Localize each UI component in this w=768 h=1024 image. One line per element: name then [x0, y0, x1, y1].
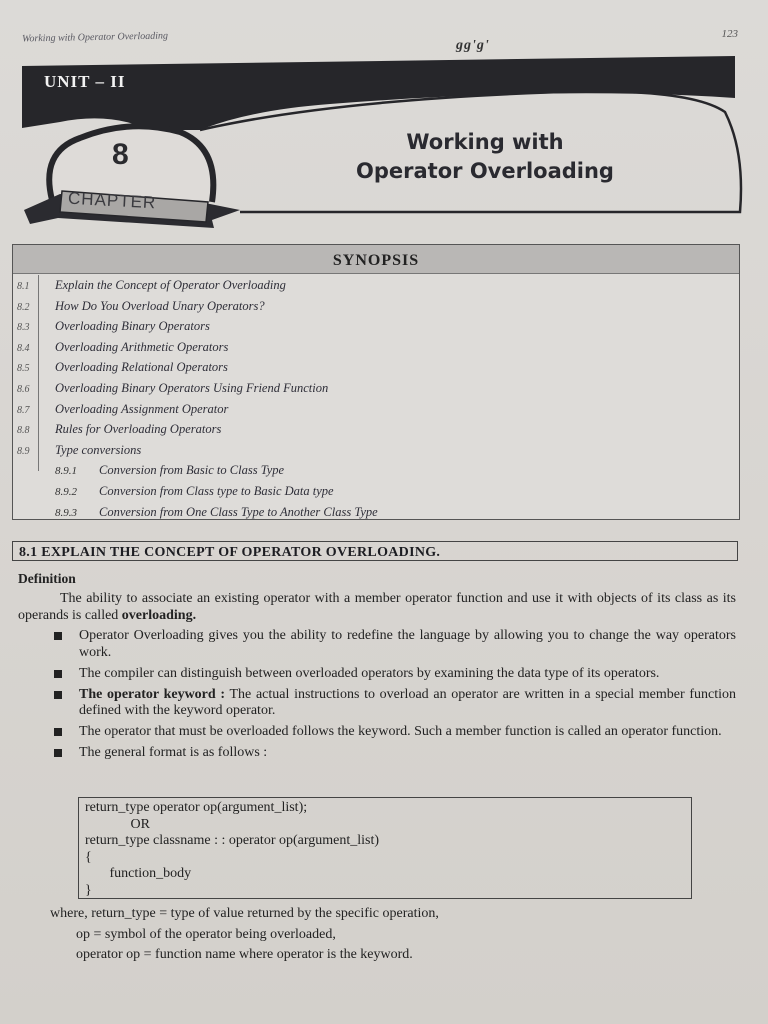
synopsis-item: 8.3 Overloading Binary Operators [17, 319, 210, 334]
chapter-title [330, 128, 640, 186]
chapter-number: 8 [112, 138, 129, 171]
synopsis-item: 8.8 Rules for Overloading Operators [17, 422, 222, 437]
square-bullet-icon [54, 691, 62, 699]
square-bullet-icon [54, 749, 62, 757]
definition-label: Definition [18, 571, 76, 586]
unit-label: UNIT – II [44, 72, 126, 91]
bullet-item: The general format is as follows : [50, 745, 736, 762]
bullet-item: The compiler can distinguish between overloaded operators by examining the data type of its operators. [50, 666, 736, 683]
synopsis-subitem: 8.9.1 Conversion from Basic to Class Type [55, 463, 285, 478]
code-line: function_body [85, 866, 192, 881]
synopsis-item: 8.2 How Do You Overload Unary Operators? [17, 298, 265, 313]
bullet-item: Operator Overloading gives you the ability to redefine the language by allowing you to change the way operators work. [50, 628, 736, 661]
bullet-item: The operator that must be overloaded follows the keyword. Such a member function is called an operator function. [50, 724, 736, 741]
synopsis-box [12, 244, 740, 520]
synopsis-subitem: 8.9.3 Conversion from One Class Type to Another Class Type [55, 504, 378, 519]
code-line: OR [85, 816, 150, 832]
chapter-title-line2: Operator Overloading [356, 159, 614, 183]
bullet-item: The operator keyword : The actual instructions to overload an operator are written in a special member function defined with the keyword operator. [50, 687, 736, 720]
chapter-title-line1: Working with [406, 130, 564, 154]
publisher-logo: gg'g' [456, 38, 490, 53]
synopsis-item: 8.1 Explain the Concept of Operator Overloading [17, 278, 286, 292]
running-head: Working with Operator Overloading [21, 30, 169, 45]
synopsis-item: 8.4 Overloading Arithmetic Operators [17, 339, 229, 354]
synopsis-item: 8.7 Overloading Assignment Operator [17, 401, 229, 416]
synopsis-item: 8.9 Type conversions [17, 442, 142, 457]
section-heading: 8.1 EXPLAIN THE CONCEPT OF OPERATOR OVERLOADING. [12, 541, 738, 561]
page-number: 123 [721, 28, 738, 40]
synopsis-item: 8.5 Overloading Relational Operators [17, 360, 228, 375]
synopsis-list [13, 275, 378, 522]
synopsis-heading: SYNOPSIS [13, 245, 739, 274]
code-format-box [78, 797, 692, 899]
where-line-1: where, return_type = type of value returned by the specific operation, [50, 906, 439, 921]
definition-paragraph: The ability to associate an existing operator with a member operator function and use it with objects of its class as its operands is called overloading. [18, 591, 736, 623]
code-line: return_type operator op(argument_list); [85, 800, 308, 815]
code-line: { [85, 849, 92, 865]
synopsis-item: 8.6 Overloading Binary Operators Using Friend Function [17, 380, 329, 395]
code-line: return_type classname : : operator op(argument_list) [85, 833, 380, 848]
synopsis-subitem: 8.9.2 Conversion from Class type to Basic Data type [55, 483, 334, 498]
code-line: } [85, 882, 92, 898]
where-line-3: operator op = function name where operator is the keyword. [76, 947, 413, 962]
square-bullet-icon [54, 670, 62, 678]
square-bullet-icon [54, 728, 62, 736]
square-bullet-icon [54, 632, 62, 640]
bullet-list [50, 628, 736, 766]
chapter-word: CHAPTER [67, 188, 157, 213]
where-line-2: op = symbol of the operator being overloaded, [76, 927, 336, 942]
